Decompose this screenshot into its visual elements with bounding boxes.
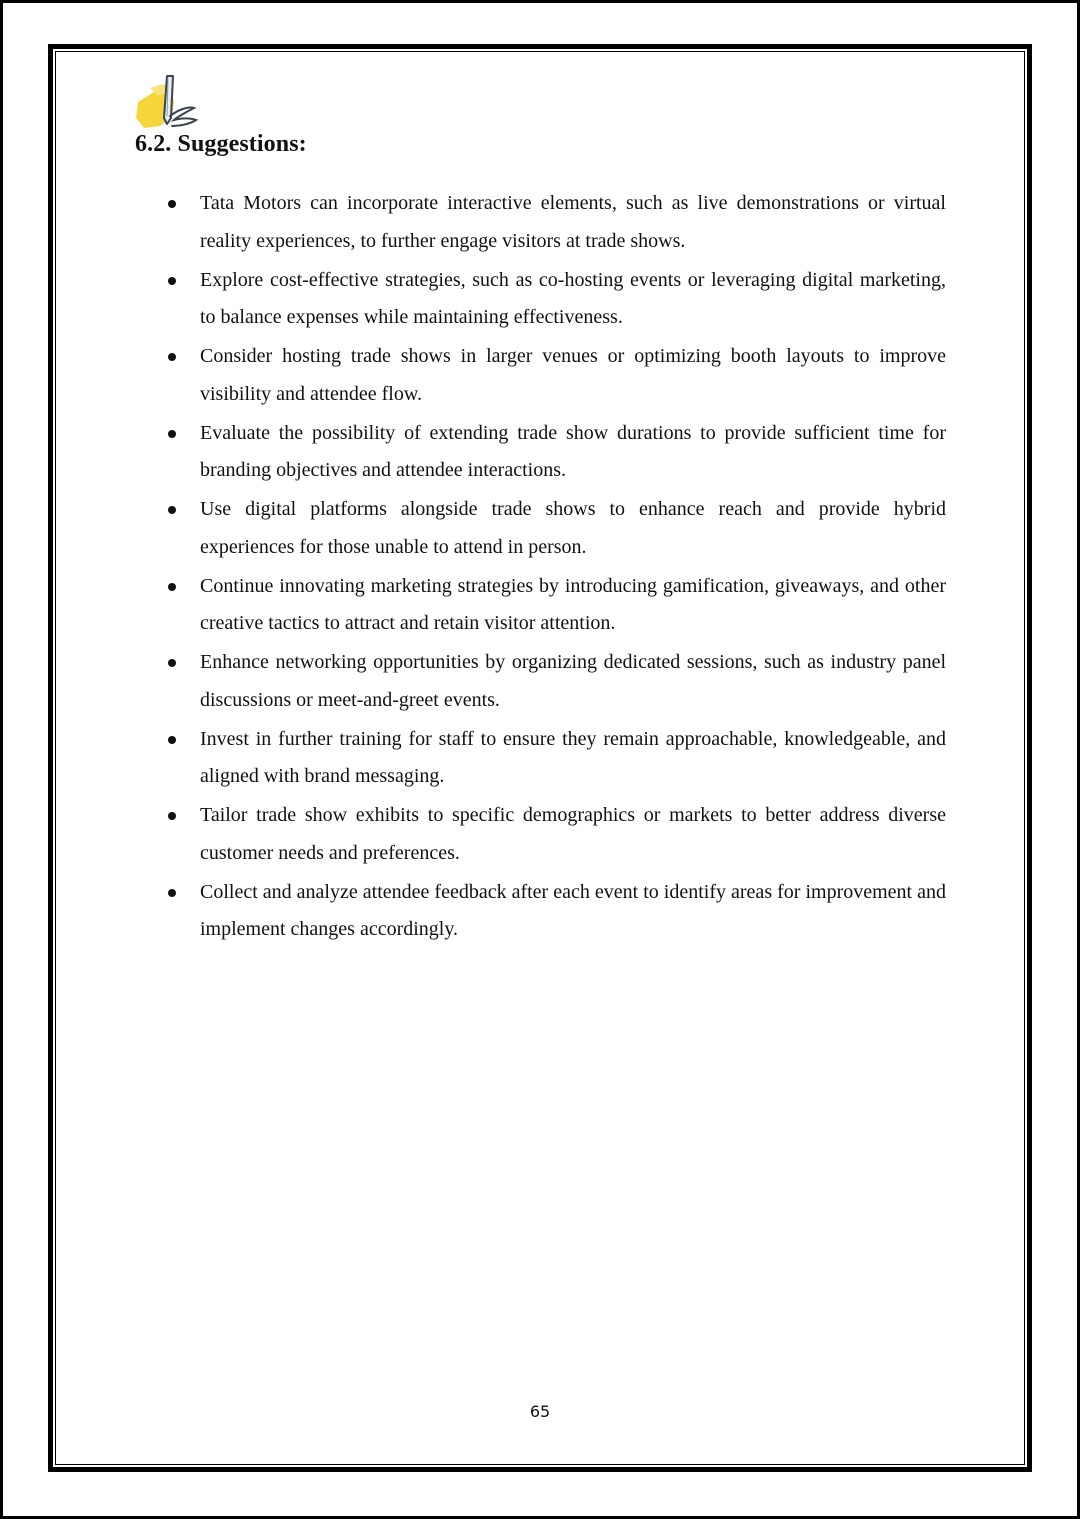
list-item xyxy=(162,491,946,566)
list-item xyxy=(162,644,946,719)
list-item-text: Continue innovating marketing strategies by introducing gamification, giveaways, and other creative tactics to attract and retain visitor attention. xyxy=(200,574,946,634)
bullet-icon xyxy=(168,812,176,820)
list-item-text: Enhance networking opportunities by organizing dedicated sessions, such as industry panel discussions or meet-and-greet events. xyxy=(200,651,946,711)
list-item-text: Tata Motors can incorporate interactive elements, such as live demonstrations or virtual reality experiences, to further engage visitors at trade shows. xyxy=(200,192,946,252)
list-item xyxy=(162,874,946,949)
list-item xyxy=(162,568,946,643)
list-item-text: Tailor trade show exhibits to specific demographics or markets to better address diverse customer needs and preferences. xyxy=(200,804,946,864)
bullet-icon xyxy=(168,353,176,361)
page-number: 65 xyxy=(529,1402,551,1421)
bullet-icon xyxy=(168,889,176,897)
bullet-icon xyxy=(168,506,176,514)
list-item-text: Explore cost-effective strategies, such as co-hosting events or leveraging digital marketing, to balance expenses while maintaining effectiveness. xyxy=(200,268,946,328)
section-heading: 6.2. Suggestions: xyxy=(135,131,307,157)
bullet-icon xyxy=(168,659,176,667)
list-item xyxy=(162,721,946,796)
bullet-icon xyxy=(168,277,176,285)
list-item-text: Consider hosting trade shows in larger venues or optimizing booth layouts to improve visibility and attendee flow. xyxy=(200,345,946,405)
list-item xyxy=(162,262,946,337)
bullet-icon xyxy=(168,200,176,208)
list-item xyxy=(162,415,946,490)
list-item-text: Evaluate the possibility of extending trade show durations to provide sufficient time for branding objectives and attendee interactions. xyxy=(200,421,946,481)
list-item-text: Collect and analyze attendee feedback after each event to identify areas for improvement and implement changes accordingly. xyxy=(200,880,946,940)
bullet-icon xyxy=(168,736,176,744)
bullet-icon xyxy=(168,583,176,591)
list-item-text: Invest in further training for staff to ensure they remain approachable, knowledgeable, and aligned with brand messaging. xyxy=(200,727,946,787)
suggestions-list xyxy=(162,185,946,950)
list-item-text: Use digital platforms alongside trade shows to enhance reach and provide hybrid experiences for those unable to attend in person. xyxy=(200,498,946,558)
list-item xyxy=(162,338,946,413)
list-item xyxy=(162,185,946,260)
list-item xyxy=(162,797,946,872)
pen-writing-icon xyxy=(134,72,202,132)
bullet-icon xyxy=(168,430,176,438)
